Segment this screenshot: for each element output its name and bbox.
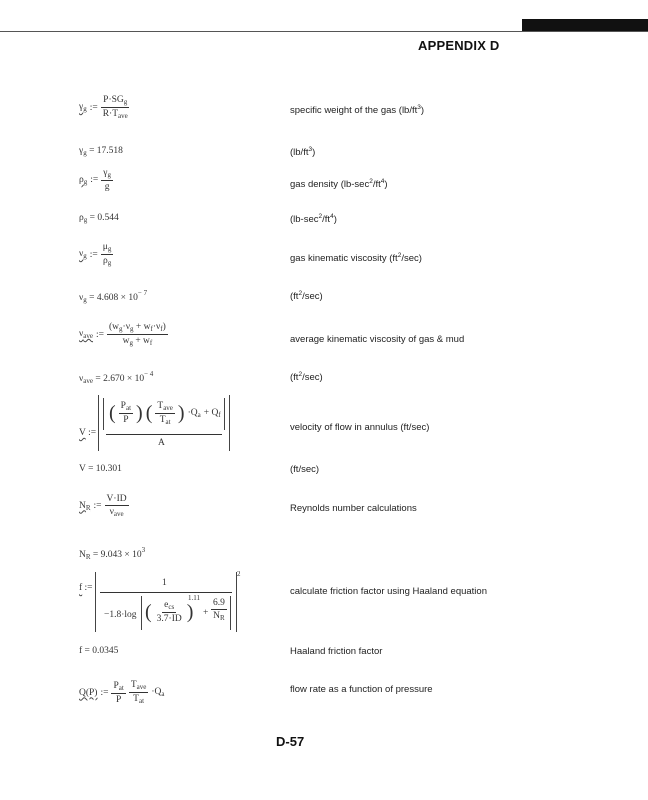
result-reynolds-number: $N_R = 9.043 \times 10^3$: [79, 546, 146, 561]
desc-flow-rate: flow rate as a function of pressure: [290, 684, 433, 695]
desc-reynolds-number: Reynolds number calculations: [290, 503, 417, 514]
eq-reynolds-number: $N_R$ := $\frac{V\cdot ID}{\nu_{ave}}$: [79, 494, 127, 518]
desc-average-kinematic-viscosity: average kinematic viscosity of gas & mud: [290, 334, 465, 345]
desc-velocity: velocity of flow in annulus (ft/sec): [290, 422, 430, 433]
desc-gas-density: gas density $(lb-\sec^2/ft^4)$: [290, 178, 388, 191]
eq-average-kinematic-viscosity: $\nu_{ave}$ := $\frac{(w_g\cdot\nu_g + w_f\cdot\nu_f)}{w_g + w_f}$: [79, 322, 166, 347]
result-gas-kinematic-viscosity: $\nu_g = 4.608 \times 10^{- 7}$: [79, 289, 148, 304]
desc-unit-ft2-sec-2: $(ft^2/\sec)$: [290, 371, 323, 384]
eq-gas-density: $\rho_g$ := $\frac{\gamma_g}{g}$: [79, 168, 111, 192]
eq-specific-weight: $\gamma_g$ := $\frac{P\cdot SG_g}{R\cdot T_{ave}}$: [79, 95, 128, 120]
friction-plus: +: [203, 608, 209, 618]
result-average-kinematic-viscosity: $\nu_{ave} = 2.670 \times 10^{- 4}$: [79, 370, 154, 385]
eq-flow-rate: Q(P) := $\frac{P_{at}}{P}$ $\frac{T_{ave}}{T_{at}}$ $\cdot Q_a$: [79, 680, 165, 705]
friction-exponent: 1.11: [188, 594, 200, 602]
result-gas-density: $\rho_g = 0.544$: [79, 213, 119, 224]
desc-haaland-friction-factor: Haaland friction factor: [290, 646, 383, 657]
result-friction-factor: f = 0.0345: [79, 646, 119, 656]
eq-velocity-lhs: V :=: [79, 428, 97, 438]
friction-square-exponent: 2: [237, 570, 241, 578]
eq-velocity-numerator: ( $\frac{P_{at}}{P}$ ) ( $\frac{T_{ave}}{T_{at}}$ ) $\cdot Q_a$ + $Q_f$: [109, 400, 221, 426]
result-specific-weight: $\gamma_g = 17.518$: [79, 146, 123, 157]
velocity-fraction-bar: [106, 434, 222, 435]
friction-log-term: −1.8·log: [104, 610, 137, 620]
desc-gas-kinematic-viscosity: gas kinematic viscosity $(ft^2/\sec)$: [290, 252, 422, 265]
eq-gas-kinematic-viscosity: $\nu_g$ := $\frac{\mu_g}{\rho_g}$: [79, 242, 112, 267]
desc-specific-weight: specific weight of the gas $(lb/ft^3)$: [290, 104, 425, 117]
friction-fraction-bar: [100, 592, 232, 593]
desc-unit-ft-sec: (ft/sec): [290, 464, 320, 475]
desc-haaland-equation: calculate friction factor using Haaland equation: [290, 586, 487, 597]
page-number: D-57: [276, 734, 305, 749]
desc-unit-lb-ft3: $(lb/ft^3)$: [290, 146, 316, 159]
friction-roughness-ratio: ( $\frac{e_{cs}}{3.7\cdot ID}$ ): [145, 600, 194, 624]
desc-unit-ft2-sec-1: $(ft^2/\sec)$: [290, 290, 323, 303]
appendix-title: APPENDIX D: [418, 38, 500, 53]
header-rule: [0, 31, 648, 32]
eq-friction-lhs: f :=: [79, 583, 93, 593]
friction-reynolds-ratio: $\frac{6.9}{N_R}$: [213, 598, 225, 622]
desc-unit-lb-sec2-ft4: $(lb-\sec^2/ft^4)$: [290, 213, 337, 226]
result-velocity: V = 10.301: [79, 464, 122, 474]
friction-numerator-one: 1: [162, 578, 167, 588]
eq-velocity-area: A: [158, 438, 165, 448]
